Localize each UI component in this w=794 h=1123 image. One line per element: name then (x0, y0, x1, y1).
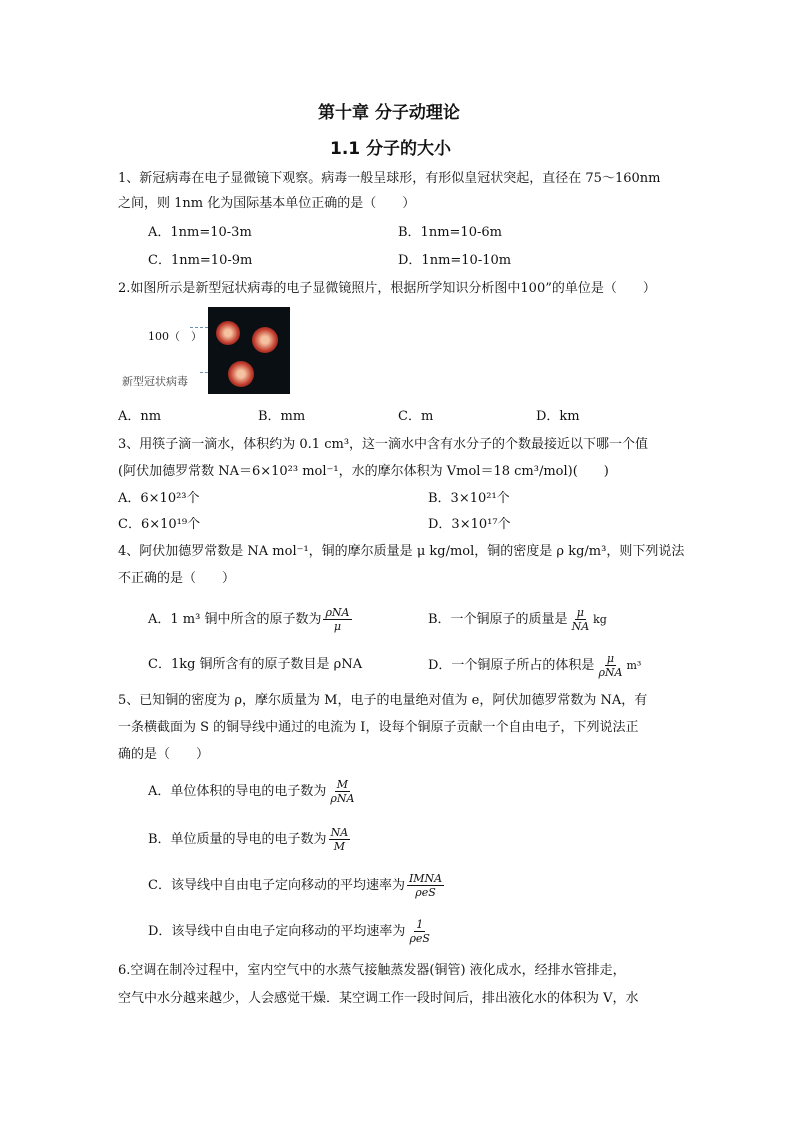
q5-option-a-fraction (328, 778, 356, 805)
q3-option-c: C．6×10¹⁹个 (118, 517, 201, 532)
q5-option-c-text: C．该导线中自由电子定向移动的平均速率为 (148, 878, 405, 893)
q2-option-b: B．mm (258, 409, 306, 424)
virus-particle (216, 321, 240, 345)
q4-option-d-fraction (596, 652, 624, 679)
q4-option-a (148, 606, 354, 633)
q6-stem-line1: 6.空调在制冷过程中，室内空气中的水蒸气接触蒸发器(铜管) 液化成水，经排水管排走， (118, 963, 626, 978)
q3-option-a: A．6×10²³个 (118, 491, 200, 506)
fraction-denominator: ρNA (330, 792, 355, 805)
q5-option-d (148, 918, 434, 945)
q4-option-d-unit: m³ (626, 659, 642, 672)
fraction-numerator: IMNA (408, 872, 443, 885)
virus-micrograph (208, 307, 290, 394)
q6-stem-line2: 空气中水分越来越少，人会感觉干燥．某空调工作一段时间后，排出液化水的体积为 V，水 (118, 991, 639, 1006)
fraction-denominator: ρNA (598, 666, 623, 679)
fraction-numerator: NA (330, 826, 349, 839)
q1-stem-line2: 之间，则 1nm 化为国际基本单位正确的是（ ） (118, 196, 416, 211)
fraction-denominator: μ (333, 620, 342, 633)
q5-option-c (148, 872, 446, 899)
q5-option-c-fraction (407, 872, 444, 899)
fraction-numerator: M (336, 778, 349, 791)
q5-option-d-text: D．该导线中自由电子定向移动的平均速率为 (148, 924, 406, 939)
q2-label-100: 100（ ） (148, 330, 202, 343)
q5-stem-line3: 确的是（ ） (118, 747, 210, 762)
fraction-denominator: M (333, 840, 345, 853)
chapter-title: 第十章 分子动理论 (318, 103, 460, 123)
fraction-denominator: NA (571, 620, 590, 633)
q2-option-d: D．km (536, 409, 580, 424)
q5-option-b (148, 826, 352, 853)
q3-option-d: D．3×10¹⁷个 (428, 517, 511, 532)
q5-option-a-text: A．单位体积的导电的电子数为 (148, 784, 327, 799)
fraction-numerator: μ (576, 606, 584, 619)
q3-stem-line2: (阿伏加德罗常数 NA＝6×10²³ mol⁻¹，水的摩尔体积为 Vmol＝18 cm³/mol)( ) (118, 464, 609, 479)
fraction-numerator: ρNA (325, 606, 350, 619)
q2-option-a: A．nm (118, 409, 162, 424)
q1-option-b: B．1nm=10-6m (398, 225, 502, 240)
q5-option-a (148, 778, 358, 805)
q4-option-b-unit: kg (593, 613, 607, 626)
q2-option-c: C．m (398, 409, 434, 424)
virus-particle (228, 361, 254, 387)
fraction-denominator: ρeS (415, 886, 436, 899)
q4-option-d (428, 652, 641, 679)
q3-option-b: B．3×10²¹个 (428, 491, 510, 506)
q3-stem-line1: 3、用筷子滴一滴水，体积约为 0.1 cm³，这一滴水中含有水分子的个数最接近以下哪一个值 (118, 437, 649, 452)
q1-stem-line1: 1、新冠病毒在电子显微镜下观察。病毒一般呈球形，有形似皇冠状突起，直径在 75～160nm (118, 171, 661, 186)
q4-option-c: C．1kg 铜所含有的原子数目是 ρNA (148, 657, 363, 672)
q1-option-a: A．1nm=10-3m (148, 225, 252, 240)
q4-option-a-fraction (323, 606, 351, 633)
q4-option-a-text: A．1 m³ 铜中所含的原子数为 (148, 612, 322, 627)
section-title: 1.1 分子的大小 (330, 139, 452, 159)
q4-stem-line1: 4、阿伏加德罗常数是 NA mol⁻¹，铜的摩尔质量是 μ kg/mol，铜的密度是 ρ kg/m³，则下列说法 (118, 544, 685, 559)
q2-stem: 2.如图所示是新型冠状病毒的电子显微镜照片，根据所学知识分析图中100”的单位是（ ） (118, 281, 656, 296)
q5-stem-line1: 5、已知铜的密度为 ρ，摩尔质量为 M，电子的电量绝对值为 e，阿伏加德罗常数为 NA，有 (118, 693, 648, 708)
q2-label-virus: 新型冠状病毒 (122, 375, 188, 388)
q5-option-d-fraction (407, 918, 432, 945)
virus-particle (252, 327, 278, 353)
q4-option-b (428, 606, 607, 633)
fraction-numerator: μ (606, 652, 615, 665)
q4-stem-line2: 不正确的是（ ） (118, 571, 236, 586)
q4-option-b-text: B．一个铜原子的质量是 (428, 612, 568, 627)
q5-option-b-fraction (329, 826, 351, 853)
fraction-numerator: 1 (416, 918, 424, 931)
q2-callout-line-100 (190, 327, 208, 328)
q5-stem-line2: 一条横截面为 S 的铜导线中通过的电流为 I，设每个铜原子贡献一个自由电子，下列说法正 (118, 720, 639, 735)
q5-option-b-text: B．单位质量的导电的电子数为 (148, 832, 327, 847)
fraction-denominator: ρeS (409, 932, 430, 945)
q4-option-d-text: D．一个铜原子所占的体积是 (428, 658, 595, 673)
q1-option-c: C．1nm=10-9m (148, 253, 253, 268)
q4-option-b-fraction (570, 606, 592, 633)
q1-option-d: D．1nm=10-10m (398, 253, 512, 268)
